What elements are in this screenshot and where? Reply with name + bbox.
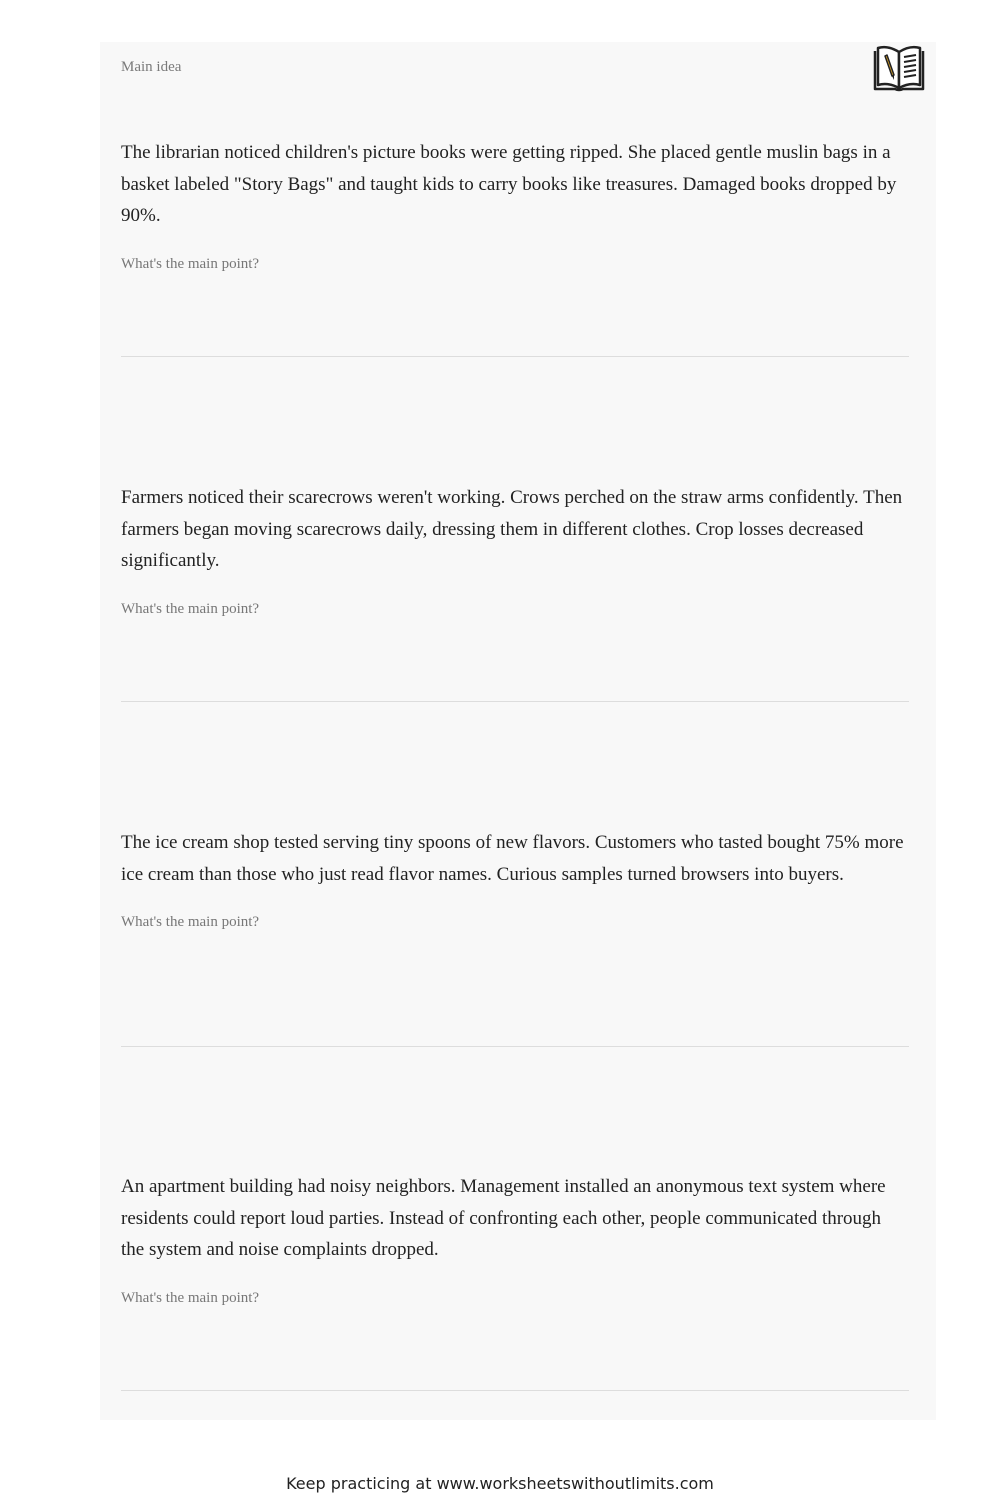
question-passage: The ice cream shop tested serving tiny spoons of new flavors. Customers who tasted bought 75% more ice cream than those who just read flavor names. Curious samples turned browsers into buyers.: [121, 832, 904, 885]
question-prompt: What's the main point?: [121, 255, 260, 272]
question-prompt: What's the main point?: [121, 914, 260, 930]
question-passage: An apartment building had noisy neighbors. Management installed an anonymous text system where residents could report loud parties. Instead of confronting each other, people communicated through the system and noise complaints dropped.: [121, 1176, 886, 1260]
book-pencil-icon: [872, 44, 926, 94]
worksheet-page: [100, 42, 936, 1420]
question-passage: The librarian noticed children's picture books were getting ripped. She placed gentle muslin bags in a basket labeled "Story Bags" and taught kids to carry books like treasures. Damaged books dropped by 90%.: [121, 142, 897, 226]
footer-link-text[interactable]: Keep practicing at www.worksheetswithoutlimits.com: [286, 1474, 714, 1493]
question-block-3: [121, 827, 909, 931]
section-label: Main idea: [121, 59, 182, 75]
answer-line-3[interactable]: [121, 1046, 909, 1047]
question-block-1: [121, 137, 909, 273]
answer-line-2[interactable]: [121, 701, 909, 702]
question-passage: Farmers noticed their scarecrows weren't working. Crows perched on the straw arms confidently. Then farmers began moving scarecrows daily, dressing them in different clothes. Crop losses decreased significantly.: [121, 487, 903, 571]
question-block-4: [121, 1171, 909, 1307]
question-block-2: [121, 482, 909, 618]
question-prompt: What's the main point?: [121, 600, 260, 617]
answer-line-1[interactable]: [121, 356, 909, 357]
answer-line-4[interactable]: [121, 1390, 909, 1391]
question-prompt: What's the main point?: [121, 1289, 260, 1306]
